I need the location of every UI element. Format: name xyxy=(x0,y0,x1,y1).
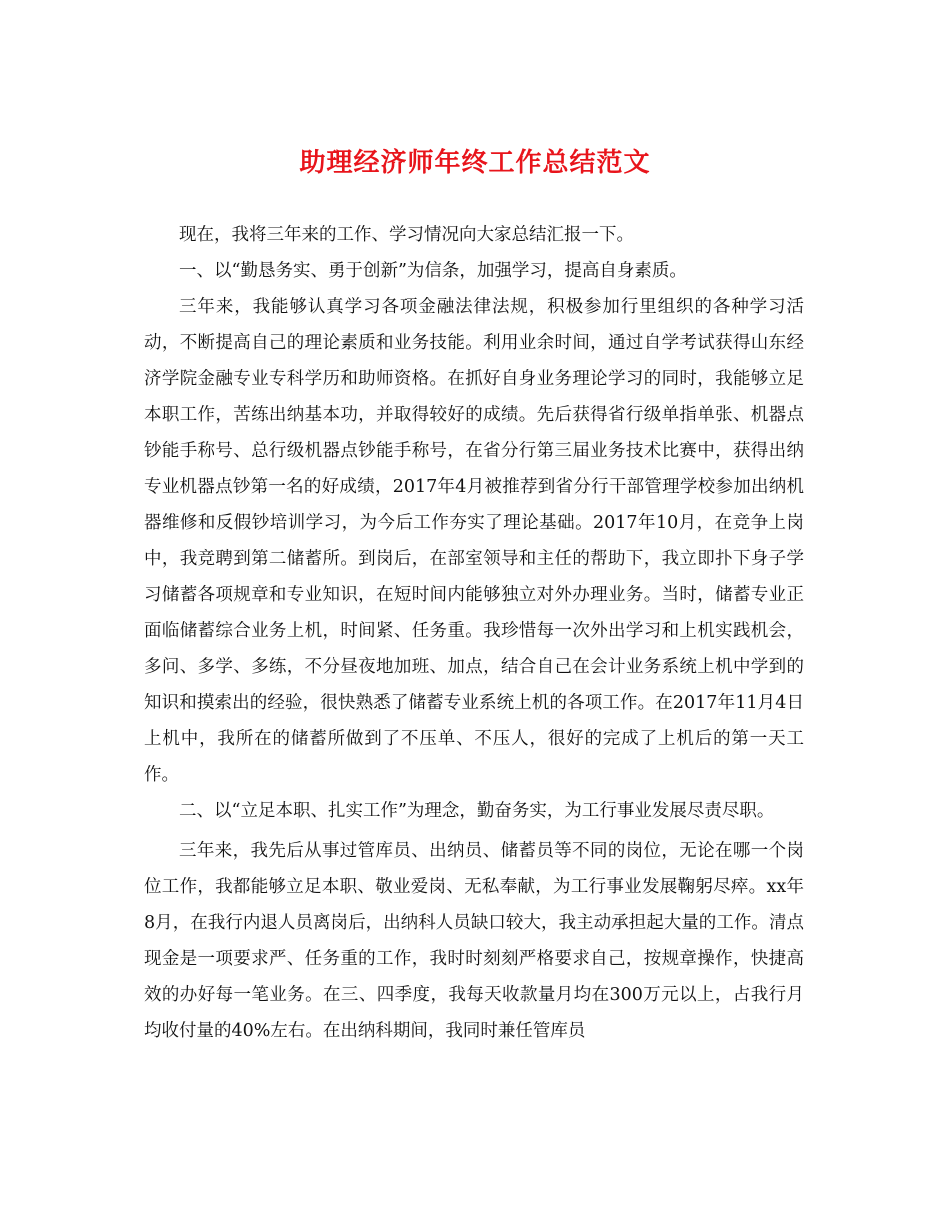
paragraph-section-2-heading: 二、以“立足本职、扎实工作”为理念，勤奋务实，为工行事业发展尽责尽职。 xyxy=(179,801,775,821)
paragraph-intro: 现在，我将三年来的工作、学习情况向大家总结汇报一下。 xyxy=(179,225,634,245)
paragraph-section-1-heading: 一、以“勤恳务实、勇于创新”为信条，加强学习，提高自身素质。 xyxy=(179,261,687,281)
document-body xyxy=(144,217,804,1049)
paragraph-section-1-body: 三年来，我能够认真学习各项金融法律法规，积极参加行里组织的各种学习活动，不断提高自己的理论素质和业务技能。利用业余时间，通过自学考试获得山东经济学院金融专业专科学历和助师资格。在抓好自身业务理论学习的同时，我能够立足本职工作，苦练出纳基本功，并取得较好的成绩。先后获得省行级单指单张、机器点钞能手称号、总行级机器点钞能手称号，在省分行第三届业务技术比赛中，获得出纳专业机器点钞第一名的好成绩，2017年4月被推荐到省分行干部管理学校参加出纳机器维修和反假钞培训学习，为今后工作夯实了理论基础。2017年10月，在竞争上岗中，我竞聘到第二储蓄所。到岗后，在部室领导和主任的帮助下，我立即扑下身子学习储蓄各项规章和专业知识，在短时间内能够独立对外办理业务。当时，储蓄专业正面临储蓄综合业务上机，时间紧、任务重。我珍惜每一次外出学习和上机实践机会，多问、多学、多练，不分昼夜地加班、加点，结合自己在会计业务系统上机中学到的知识和摸索出的经验，很快熟悉了储蓄专业系统上机的各项工作。在2017年11月4日上机中，我所在的储蓄所做到了不压单、不压人，很好的完成了上机后的第一天工作。 xyxy=(144,297,804,785)
document-title: 助理经济师年终工作总结范文 xyxy=(299,148,651,178)
paragraph-section-2-body: 三年来，我先后从事过管库员、出纳员、储蓄员等不同的岗位，无论在哪一个岗位工作，我都能够立足本职、敬业爱岗、无私奉献，为工行事业发展鞠躬尽瘁。xx年8月，在我行内退人员离岗后，出纳科人员缺口较大，我主动承担起大量的工作。清点现金是一项要求严、任务重的工作，我时时刻刻严格要求自己，按规章操作，快捷高效的办好每一笔业务。在三、四季度，我每天收款量月均在300万元以上，占我行月均收付量的40%左右。在出纳科期间，我同时兼任管库员 xyxy=(144,841,804,1041)
